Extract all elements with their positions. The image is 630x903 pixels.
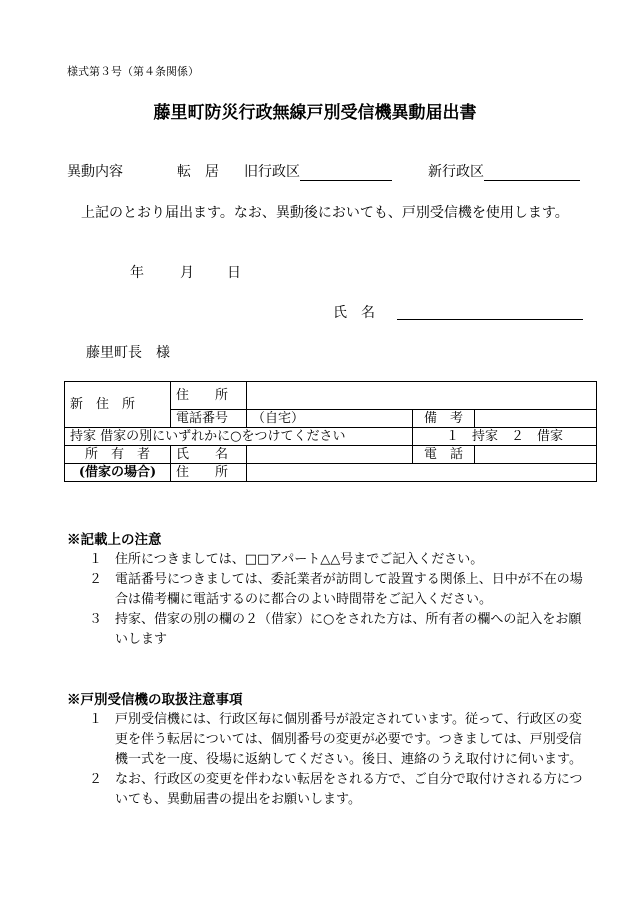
old-district-label: 旧行政区 (244, 164, 300, 180)
new-district-blank[interactable] (484, 164, 580, 181)
owner-name-label: 氏 名 (171, 446, 247, 464)
owner-label: 所 有 者 (65, 446, 171, 464)
date-day: 日 (227, 265, 241, 281)
note-number: ２ (89, 572, 103, 587)
handling-text: 戸別受信機には、行政区毎に個別番号が設定されています。従って、行政区の変更を伴う転居については、個別番号の変更が必要です。つきましては、戸別受信機一式を一度、役場に返納してください。後日、連絡のうえ取付けに伺います。 (115, 712, 582, 767)
handling-section (67, 690, 592, 810)
new-district-label: 新行政区 (428, 164, 484, 180)
date-year: 年 (130, 265, 144, 281)
handling-heading: ※戸別受信機の取扱注意事項 (67, 692, 243, 708)
owner-name-input[interactable] (247, 446, 413, 464)
address-input[interactable] (247, 382, 597, 410)
owner-question: 持家 借家の別にいずれかに○をつけてください (65, 428, 413, 446)
note-number: １ (89, 552, 103, 567)
notes-heading: ※記載上の注意 (67, 532, 162, 548)
note-text: 住所につきましては、□□アパート△△号までご記入ください。 (115, 552, 484, 567)
phone-label: 電話番号 (171, 410, 247, 428)
remarks-label: 備 考 (413, 410, 475, 428)
owner-note: (借家の場合) (65, 464, 171, 482)
address-label: 住 所 (171, 382, 247, 410)
owner-phone-input[interactable] (475, 446, 597, 464)
note-text: 電話番号につきましては、委託業者が訪問して設置する関係上、日中が不在の場合は備考欄に電話するのに都合のよい時間帯をご記入ください。 (115, 572, 583, 607)
list-item (89, 710, 592, 770)
remarks-input[interactable] (475, 410, 597, 428)
handling-number: １ (89, 712, 103, 727)
owner-address-input[interactable] (247, 464, 597, 482)
phone-home-cell[interactable]: （自宅） (247, 410, 413, 428)
note-number: ３ (89, 612, 103, 627)
list-item (89, 610, 592, 650)
statement: 上記のとおり届出ます。なお、異動後においても、戸別受信機を使用します。 (81, 205, 569, 221)
date-month: 月 (180, 265, 194, 281)
list-item (89, 550, 592, 570)
list-item (89, 570, 592, 610)
handling-number: ２ (89, 772, 103, 787)
owner-phone-label: 電 話 (413, 446, 475, 464)
new-district-field (428, 161, 580, 181)
note-text: 持家、借家の別の欄の２（借家）に○をされた方は、所有者の欄への記入をお願いします (115, 612, 582, 647)
change-label: 異動内容 (67, 164, 123, 180)
old-district-blank[interactable] (300, 164, 392, 181)
registration-table (64, 381, 597, 482)
name-blank[interactable] (397, 303, 583, 320)
new-address-header: 新 住 所 (65, 382, 171, 428)
owner-address-label: 住 所 (171, 464, 247, 482)
handling-text: なお、行政区の変更を伴わない転居をされる方で、ご自分で取付けされる方についても、異動届書の提出をお願いします。 (115, 772, 583, 807)
owner-options[interactable]: １ 持家 ２ 借家 (413, 428, 597, 446)
name-label: 氏 名 (333, 305, 375, 321)
list-item (89, 770, 592, 810)
addressee: 藤里町長 様 (86, 345, 170, 361)
form-number: 様式第３号（第４条関係） (67, 65, 199, 78)
change-type: 転 居 (177, 164, 219, 180)
old-district-field (244, 161, 392, 181)
notes-section (67, 530, 592, 650)
document-title: 藤里町防災行政無線戸別受信機異動届出書 (153, 103, 477, 123)
